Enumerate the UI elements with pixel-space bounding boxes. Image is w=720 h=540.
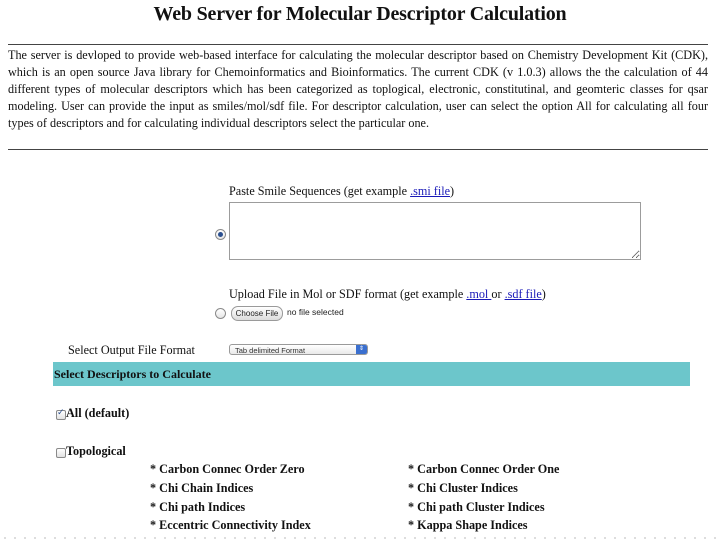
smi-example-link[interactable]: .smi file bbox=[410, 184, 451, 198]
upload-file-radio[interactable] bbox=[215, 308, 226, 319]
bottom-dotted-border bbox=[0, 536, 720, 540]
smiles-textarea[interactable] bbox=[229, 202, 641, 260]
descriptors-header-bar bbox=[53, 362, 690, 386]
descriptor-item: * Chi path Indices bbox=[150, 500, 246, 514]
no-file-status: no file selected bbox=[287, 307, 344, 317]
descriptor-item: * Carbon Connec Order One bbox=[408, 462, 560, 476]
chevron-updown-icon: ⇕ bbox=[356, 345, 367, 354]
page-title: Web Server for Molecular Descriptor Calculation bbox=[153, 3, 567, 25]
output-format-value: Tab delimited Format bbox=[235, 346, 306, 355]
descriptor-item: * Chi Chain Indices bbox=[150, 481, 254, 495]
descriptor-item: * Chi path Cluster Indices bbox=[408, 500, 545, 514]
all-default-checkbox[interactable] bbox=[56, 410, 66, 420]
descriptor-item: * Eccentric Connectivity Index bbox=[150, 518, 311, 532]
upload-file-label: Upload File in Mol or SDF format (get example .mol or .sdf file) bbox=[229, 287, 546, 301]
intro-paragraph: The server is devloped to provide web-based interface for calculating the molecular descriptor based on Chemistry Development Kit (CDK), which is an open source Java library for Chemoinformatics and Bioinformatics. The current CDK (v 1.0.3) allows the the calculation of 44 different types of molecular descriptors which has been categorized as toplogical, electronic, constitutinal, and geomteric classes for qsar modeling. User can provide the input as smiles/mol/sdf file. For descriptor calculation, user can select the option All for calculating all four types of descriptors and for calculating individual descriptors select the particular one. bbox=[8, 48, 708, 130]
topological-label: Topological bbox=[66, 444, 126, 458]
intro-divider bbox=[8, 149, 708, 150]
top-divider bbox=[8, 44, 708, 45]
paste-smiles-radio[interactable] bbox=[215, 229, 226, 240]
descriptors-header: Select Descriptors to Calculate bbox=[54, 367, 211, 381]
descriptor-item: * Carbon Connec Order Zero bbox=[150, 462, 305, 476]
sdf-example-link[interactable]: .sdf file bbox=[504, 287, 542, 301]
mol-example-link[interactable]: .mol bbox=[466, 287, 492, 301]
descriptor-item: * Chi Cluster Indices bbox=[408, 481, 518, 495]
output-format-select[interactable] bbox=[229, 344, 368, 355]
choose-file-button[interactable]: Choose File bbox=[231, 306, 283, 321]
paste-smiles-label: Paste Smile Sequences (get example .smi file) bbox=[229, 184, 455, 198]
topological-checkbox[interactable] bbox=[56, 448, 66, 458]
descriptor-item: * Kappa Shape Indices bbox=[408, 518, 528, 532]
output-format-label: Select Output File Format bbox=[68, 343, 195, 357]
all-default-label: All (default) bbox=[66, 406, 130, 420]
